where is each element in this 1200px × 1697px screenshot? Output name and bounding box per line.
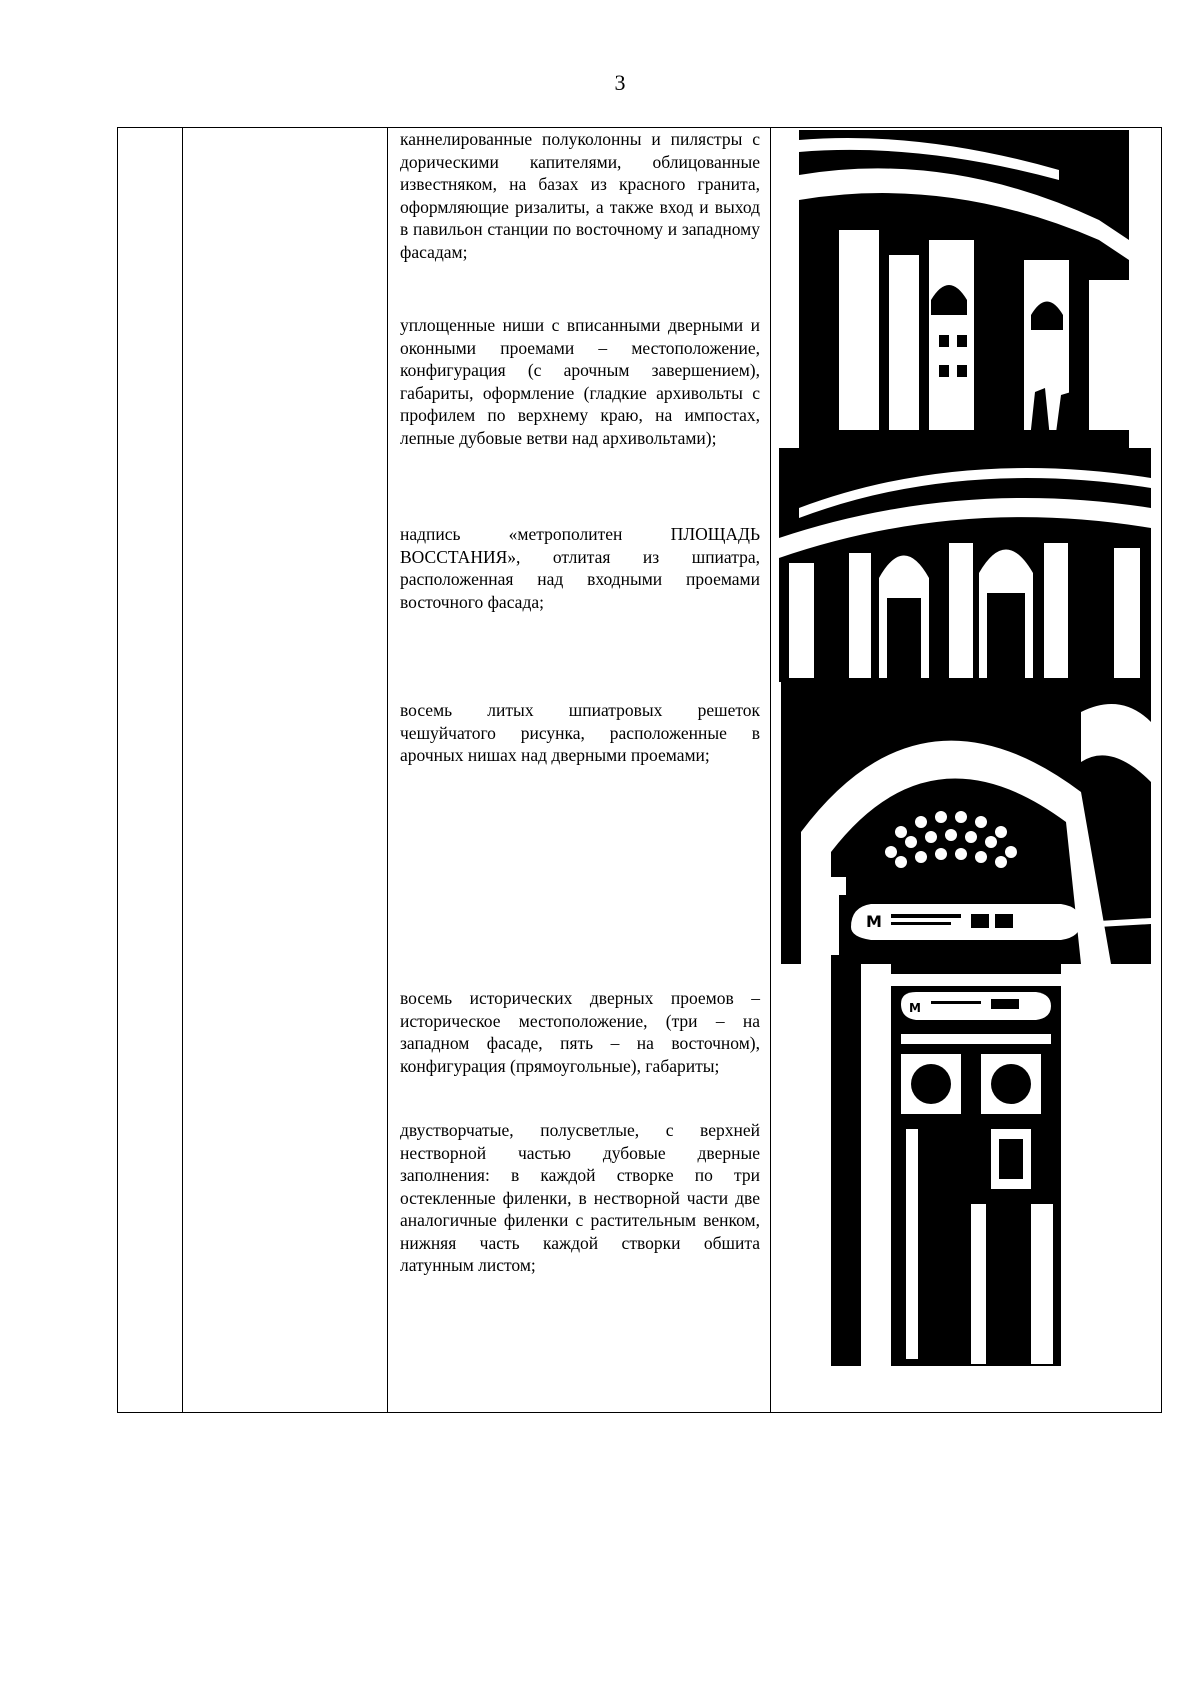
arch-grille-photo [781, 682, 1151, 964]
photo-cell [771, 128, 1162, 1413]
heritage-table [117, 127, 1162, 1413]
paragraph-grilles: восемь литых шпиатровых решеток чешуйчатого рисунка, расположенные в арочных нишах над дверными проемами; [400, 700, 760, 765]
paragraph-door-openings: восемь исторических дверных проемов – историческое местоположение, (три – на западном фасаде, пять – на восточном), конфигурация (прямоугольные), габариты; [400, 988, 760, 1076]
entrance-doors-photo [831, 964, 1107, 1366]
paragraph-inscription: надпись «метрополитен ПЛОЩАДЬ ВОССТАНИЯ», отлитая из шпиатра, расположенная над входными проемами восточного фасада; [400, 524, 760, 612]
svg-text:M: M [909, 1001, 921, 1015]
page-number: 3 [614, 70, 626, 95]
paragraph-columns: каннелированные полуколонны и пилястры с дорическими капителями, облицованные известняком, на базах из красного гранита, оформляющие ризалиты, а также вход и выход в павильон станции по восточному и западному фасадам; [400, 129, 760, 262]
column-number-cell [118, 128, 183, 1413]
svg-text:M: M [866, 912, 882, 931]
facade-inscription-photo [779, 448, 1151, 682]
facade-colonnade-photo [799, 130, 1129, 448]
description-cell [388, 128, 771, 1413]
paragraph-door-fillings: двустворчатые, полусветлые, с верхней нестворной частью дубовые дверные заполнения: в каждой створке по три остекленные филенки, в нестворной части две аналогичные филенки с растительным венком, нижняя часть каждой створки обшита латунным листом; [400, 1120, 760, 1275]
paragraph-niches: уплощенные ниши с вписанными дверными и оконными проемами – местоположение, конфигурация (с арочным завершением), габариты, оформление (гладкие архивольты с профилем по верхнему краю, на импостах, лепные дубовые ветви над архивольтами); [400, 315, 760, 448]
table-row [118, 128, 1162, 1413]
column-name-cell [183, 128, 388, 1413]
